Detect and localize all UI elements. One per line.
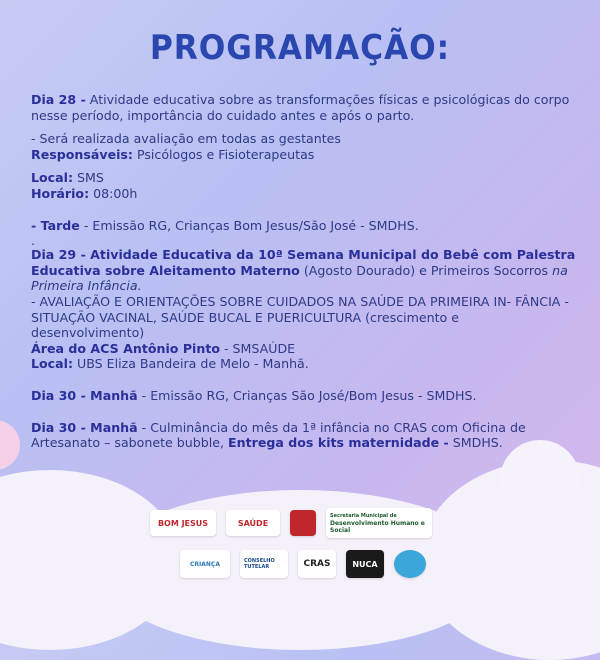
day29-area: Área do ACS Antônio Pinto - SMSAÚDE	[31, 340, 296, 356]
day28-description: Dia 28 - Atividade educativa sobre as transformações físicas e psicológicas do corpo nesse período, importância do cuidado antes e após o parto.	[31, 92, 570, 123]
day28-responsibles: Responsáveis: Psicólogos e Fisioterapeutas	[31, 146, 315, 162]
crianca-logo: CRIANÇA	[180, 550, 230, 578]
conselho-tutelar-logo: CONSELHO TUTELAR	[240, 550, 288, 578]
saude-logo: SAÚDE	[226, 510, 280, 536]
schedule-content: Dia 28 - Atividade educativa sobre as transformações físicas e psicológicas do corpo nesse período, importância do cuidado antes e após o parto. - Será realizada avaliação em todas as gestantes Responsáveis: Psicólogos e Fisioterapeutas Local: SMS Horário: 08:00h - Tarde - Emissão RG, Crianças Bom Jesus/São José - SMDHS. . Dia 29 - Atividade Educativa da 10ª Semana Municipal do Bebê com Palestra Educativa sobre Aleitamento Materno (Agosto Dourado) e Primeiros Socorros na Primeira Infância. - AVALIAÇÃO E ORIENTAÇÕES SOBRE CUIDADOS NA SAÚDE DA PRIMEIRA IN- FÂNCIA - SITUAÇÃO VACINAL, SAÚDE BUCAL E PUERICULTURA (crescimento e desenvolvimento) Área do ACS Antônio Pinto - SMSAÚDE Local: UBS Eliza Bandeira de Melo - Manhã. Dia 30 - Manhã - Emissão RG, Crianças São José/Bom Jesus - SMDHS. Dia 30 - Manhã - Culminância do mês da 1ª infância no CRAS com Oficina de Artesanato – sabonete bubble, Entrega dos kits maternidade - SMDHS.	[31, 92, 576, 451]
day30-morning-rg: Dia 30 - Manhã - Emissão RG, Crianças São José/Bom Jesus - SMDHS.	[31, 387, 477, 403]
day29-description: Dia 29 - Atividade Educativa da 10ª Semana Municipal do Bebê com Palestra Educativa sobre Aleitamento Materno (Agosto Dourado) e Primeiros Socorros na Primeira Infância.	[31, 247, 576, 294]
selo-logo	[394, 550, 426, 578]
bom-jesus-logo: BOM JESUS	[150, 510, 216, 536]
page-title: PROGRAMAÇÃO:	[149, 28, 451, 68]
day29-evaluation: - AVALIAÇÃO E ORIENTAÇÕES SOBRE CUIDADOS NA SAÚDE DA PRIMEIRA IN- FÂNCIA - SITUAÇÃO VACINAL, SAÚDE BUCAL E PUERICULTURA (crescimento e desenvolvimento)	[31, 293, 569, 341]
day28-label: Dia 28 -	[31, 92, 86, 107]
nuca-logo: NUCA	[346, 550, 384, 578]
day28-note: - Será realizada avaliação em todas as gestantes	[31, 131, 341, 147]
day29-local: Local: UBS Eliza Bandeira de Melo - Manhã.	[31, 356, 309, 372]
desenvolvimento-logo: Secretaria Municipal de Desenvolvimento Humano e Social	[326, 508, 432, 538]
sponsor-logos	[140, 500, 460, 586]
day30-morning-cras: Dia 30 - Manhã - Culminância do mês da 1ª infância no CRAS com Oficina de Artesanato – sabonete bubble, Entrega dos kits maternidade - SMDHS.	[31, 419, 526, 451]
cras-logo: CRAS	[298, 550, 336, 578]
day28-local: Local: SMS	[31, 170, 104, 186]
day28-afternoon: - Tarde - Emissão RG, Crianças Bom Jesus/São José - SMDHS.	[31, 217, 419, 233]
crest-logo	[290, 510, 316, 536]
day28-time: Horário: 08:00h	[31, 185, 138, 201]
cloud-top-right	[500, 440, 580, 520]
cloud-left-small	[0, 420, 20, 470]
